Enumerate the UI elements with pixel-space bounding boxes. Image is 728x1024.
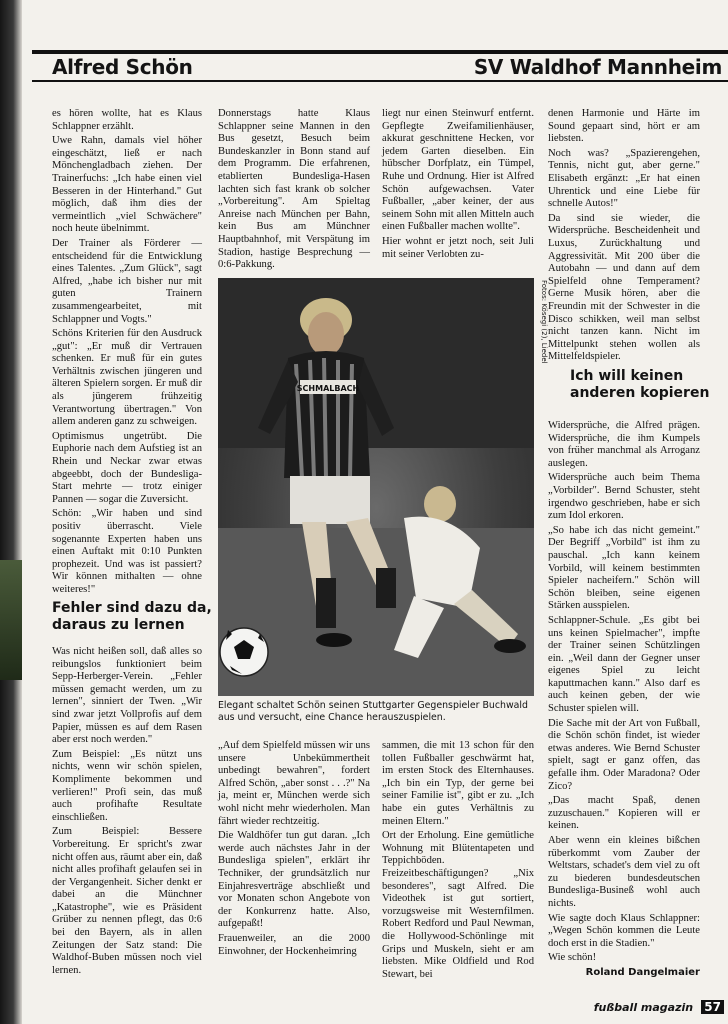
paragraph: Schlappner-Schule. „Es gibt bei uns keinen Spielmacher", impfte der Trainer seinen Schützlingen ein. „Weil dann der Gegner unser eigenes Spiel zu leicht kaputtmachen kann." Also darf es auch keinen geben, der wie Schuster spielen will. bbox=[548, 614, 700, 715]
page-number: 57 bbox=[701, 1000, 724, 1014]
header-player-name: Alfred Schön bbox=[52, 55, 193, 79]
paragraph: Zum Beispiel: Bessere Vorbereitung. Er spricht's zwar nicht offen aus, räumt aber ein, daß nicht alles profihaft gelaufen sei in der Vergangenheit. Sicher denkt er dabei an die Münchner „Katastrophe", wie es Präsident Grüber zu nennen pflegt, das 0:6 bei den Bayern, als in allen Zeitungen der Satz stand: Die Waldhof-Buben müssen noch viel lernen. bbox=[52, 826, 202, 976]
paragraph: Wie schön! bbox=[548, 952, 597, 964]
paragraph: Der Trainer als Förderer — entscheidend für die Entwicklung eines Talentes. „Zum Glück", sagt Alfred, „habe ich bisher nur mit guten Trainern zusammengearbeitet, mit Schlappner und Vogts." bbox=[52, 237, 202, 325]
paragraph: sammen, die mit 13 schon für den tollen Fußballer geschwärmt hat, im ersten Stock des Elternhauses. „Ich bin ein Typ, der gerne bei seiner Familie ist", gibt er zu. „Ich habe ein gutes Verhältnis zu meinen Eltern." bbox=[382, 740, 534, 827]
magazine-page bbox=[22, 0, 728, 1024]
author-signature: Roland Dangelmaier bbox=[585, 966, 700, 978]
paragraph: Uwe Rahn, damals viel höher eingeschätzt, ließ er nach Mönchengladbach ziehen. Der Trainerfuchs: „Ich habe einen viel Besseren in der Hinterhand." Gut möglich, daß ihm dies der vermeintlich „viel Schwächere" noch heute übelnimmt. bbox=[52, 135, 202, 235]
photo-credit: Fotos: Kösegi (2), Liedel bbox=[540, 280, 548, 364]
paragraph: Noch was? „Spazierengehen, Tennis, nicht gut, aber gerne." Elisabeth ergänzt: „Er hat einen Uhrentick und eine Liebe für schnelle Autos!" bbox=[548, 147, 700, 210]
paragraph: Hier wohnt er jetzt noch, seit Juli mit seiner Verlobten zu- bbox=[382, 235, 534, 260]
paragraph: Wie sagte doch Klaus Schlappner: „Wegen Schön kommen die Leute doch erst in die Stadien." bbox=[548, 912, 700, 949]
paragraph: Ort der Erholung. Eine gemütliche Wohnung mit Blütentapeten und Teppichböden. Freizeitbeschäftigungen? „Nix besonderes", sagt Alfred. Die Videothek ist gut sortiert, vorzugsweise mit Westernfilmen. Robert Redford und Paul Newman, die Hollywood-Schönlinge mit Grips und Muskeln, sieht er am liebsten. Mike Oldfield und Rod Stewart, bei bbox=[382, 830, 534, 980]
magazine-logo: fußball magazin bbox=[593, 1001, 694, 1014]
photo-caption: Elegant schaltet Schön seinen Stuttgarter Gegenspieler Buchwald aus und versucht, eine Chance herauszuspielen. bbox=[218, 700, 528, 723]
paragraph: Schöns Kriterien für den Ausdruck „gut": „Er muß dir Vertrauen schenken. Er muß für ein gutes Verhältnis zwischen jüngeren und älteren Spielern sorgen. Er muß dir als jüngerem frühzeitig Verantwortung übertragen." Von allem anderen ganz zu schweigen. bbox=[52, 328, 202, 428]
paragraph: Frauenweiler, an die 2000 Einwohner, der Hockenheimring bbox=[218, 932, 370, 957]
paragraph: denen Harmonie und Härte im Sound gepaart sind, hört er am liebsten. bbox=[548, 108, 700, 145]
paragraph: Zum Beispiel: „Es nützt uns nichts, wenn wir schön spielen, Komplimente bekommen und verlieren!" Profi sein, das muß auch profihafte Resultate einschließen. bbox=[52, 748, 202, 823]
column-4-lower bbox=[548, 420, 700, 982]
adjacent-page-strip bbox=[0, 560, 22, 680]
header-club-name: SV Waldhof Mannheim bbox=[473, 55, 722, 79]
paragraph: Die Waldhöfer tun gut daran. „Ich werde auch nächstes Jahr in der Bundesliga spielen", erklärt ihr Techniker, der grundsätzlich nur Einjahresverträge abschließt und vor Monaten schon Angebote von der Konkurrenz hatte. Also, aufgepaßt! bbox=[218, 830, 370, 930]
paragraph: Optimismus ungetrübt. Die Euphorie nach dem Aufstieg ist an Rhein und Neckar zwar etwas abgeebbt, doch der Bundesliga-Start mehrte — trotz einiger Pannen — sogar die Zuversicht. bbox=[52, 430, 202, 505]
subheading-mistakes: Fehler sind dazu da, daraus zu lernen bbox=[52, 600, 212, 633]
column-1-lower bbox=[52, 646, 202, 979]
paragraph: Die Sache mit der Art von Fußball, die Schön schön findet, ist wieder etwas anderes. Wie Bernd Schuster spielt, sagt er ganz offen, das gefalle ihm. Oder Maradona? Oder Zico? bbox=[548, 717, 700, 792]
magazine-spine bbox=[0, 0, 22, 1024]
paragraph: Was nicht heißen soll, daß alles so reibungslos funktioniert beim Sepp-Herberger-Verein. „Fehler müssen gemacht werden, um zu lernen", sinniert der Twen. „Wir sind zwar jetzt Vollprofis auf dem Papier, müssen es auf dem Rasen aber erst noch werden." bbox=[52, 646, 202, 746]
paragraph: Schön: „Wir haben und sind positiv überrascht. Viele sogenannte Experten haben uns einen Auftakt mit 0:10 Punkten prophezeit. Und was ist passiert? Wir können mithalten — ohne weiteres!" bbox=[52, 508, 202, 595]
paragraph: Da sind sie wieder, die Widersprüche. Bescheidenheit und Luxus, Zurückhaltung und Aggressivität. Mit 200 über die Autobahn — und dann auf dem Spielfeld ohne Temperament? Gerne Musik hören, aber die Freundin mit der Schwester in die Disco schikken, weil man selbst nicht tanzen kann. Nicht im Mittelpunkt stehen wollen als Mittelfeldspieler. bbox=[548, 212, 700, 363]
paragraph: Widersprüche auch beim Thema „Vorbilder". Bernd Schuster, steht irgendwo geschrieben, habe er sich zum Idol erkoren. bbox=[548, 472, 700, 522]
subheading-copy: Ich will keinen anderen kopieren bbox=[570, 368, 710, 401]
page-footer bbox=[594, 1000, 724, 1014]
paragraph: es hören wollte, hat es Klaus Schlappner erzählt. bbox=[52, 108, 202, 132]
paragraph: „So habe ich das nicht gemeint." Der Begriff „Vorbild" ist ihm zu pauschal. „Ich kann keinem Vorbild, will keinem bestimmten Spieler nacheifern." Schön will Schön bleiben, seine eigenen Stärken ausspielen. bbox=[548, 524, 700, 612]
paragraph: „Das macht Spaß, denen zuzuschauen." Kopieren will er keinen. bbox=[548, 795, 700, 832]
paragraph: liegt nur einen Steinwurf entfernt. Gepflegte Zweifamilienhäuser, akkurat geschnittene Hecken, vor jedem Garten dieselben. Ein hübscher Dorfplatz, ein Tümpel, Ruhe und Ordnung. Hier ist Alfred Schön aufgewachsen. Vater Fußballer, „aber keiner, der aus seinem Sohn mit allen Mitteln auch einen Fußballer machen wollte". bbox=[382, 108, 534, 233]
column-3 bbox=[382, 108, 534, 263]
column-2 bbox=[218, 108, 370, 274]
paragraph: Aber wenn ein kleines bißchen rüberkommt vom Zauber der Weltstars, schadet's dem viel zu oft zu biederen bundesdeutschen Bundesliga-Busineß wohl auch nichts. bbox=[548, 835, 700, 909]
column-2-lower bbox=[218, 740, 370, 960]
column-1 bbox=[52, 108, 202, 599]
paragraph: Donnerstags hatte Klaus Schlappner seine Mannen in den Bus gesetzt, Besuch beim Bundeskanzler in Bonn stand auf dem Programm. Die erfahrenen, etablierten Bundesliga-Hasen lachten sich fast krank ob solcher „Vorbereitung". Am Spieltag Anreise nach München per Bahn, kein Bus am Münchner Hauptbahnhof, mit Verspätung im Stadion, hastige Besprechung — 0:6-Pakkung. bbox=[218, 108, 370, 271]
header-rule-bottom bbox=[32, 80, 728, 82]
match-photo bbox=[218, 278, 534, 696]
paragraph: Widersprüche, die Alfred prägen. Widersprüche, die ihm Kumpels von früher manchmal als Arroganz auslegen. bbox=[548, 420, 700, 469]
match-photo-illustration bbox=[218, 278, 534, 696]
column-3-lower bbox=[382, 740, 534, 983]
column-4 bbox=[548, 108, 700, 366]
shirt-sponsor-text: SCHMALBACH bbox=[296, 384, 360, 393]
paragraph: „Auf dem Spielfeld müssen wir uns unsere Unbekümmertheit unbedingt bewahren", fordert Alfred Schön, „aber sonst . . .?" Na ja, meint er, München werde sich wohl nicht mehr wiederholen. Man fährt wieder rechtzeitig. bbox=[218, 740, 370, 827]
